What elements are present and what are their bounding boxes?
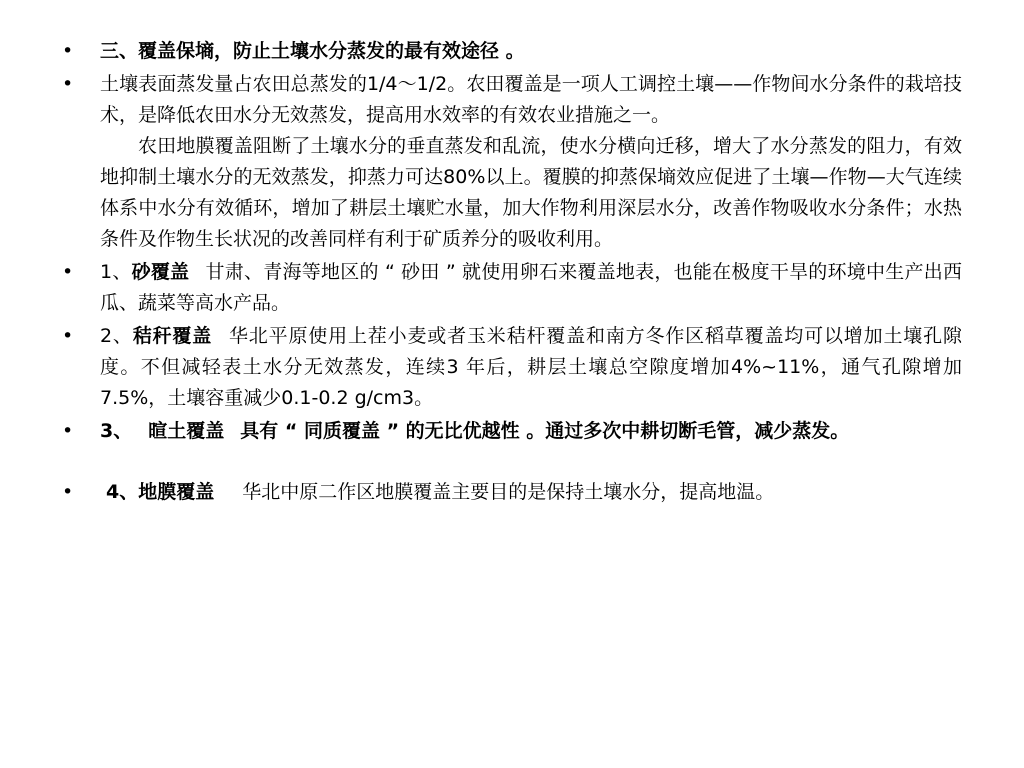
bullet-list (62, 36, 962, 510)
item-body: 具有 “ 同质覆盖 ” 的无比优越性 。通过多次中耕切断毛管，减少蒸发。 (240, 420, 850, 442)
bullet-dot: • (62, 481, 74, 503)
list-item-text (100, 257, 962, 319)
bullet-dot: • (62, 73, 74, 95)
list-item (62, 416, 962, 447)
item-heading: 砂覆盖 (131, 261, 190, 283)
list-item (62, 477, 962, 508)
list-item (62, 69, 962, 255)
list-item (62, 36, 962, 67)
list-item-text (100, 416, 962, 447)
item-heading: 地膜覆盖 (138, 481, 215, 503)
list-item-text (100, 321, 962, 414)
bullet-dot: • (62, 420, 74, 442)
item-prefix: 1、 (100, 261, 132, 283)
item-body: 华北平原使用上茬小麦或者玉米秸杆覆盖和南方冬作区稻草覆盖均可以增加土壤孔隙度。不但减轻表土水分无效蒸发，连续3 年后，耕层土壤总空隙度增加4%~11%，通气孔隙增加7.5%，土壤容重减少0.1-0.2 g/cm3。 (100, 325, 962, 409)
list-item (62, 257, 962, 319)
item-prefix: 2、 (100, 325, 133, 347)
bullet-dot: • (62, 40, 74, 62)
list-item (62, 321, 962, 414)
paragraph-text: 土壤表面蒸发量占农田总蒸发的1/4～1/2。农田覆盖是一项人工调控土壤——作物间水分条件的栽培技术，是降低农田水分无效蒸发，提高用水效率的有效农业措施之一。 (100, 73, 962, 126)
bullet-dot: • (62, 261, 74, 283)
list-item-text (100, 477, 962, 508)
item-body: 华北中原二作区地膜覆盖主要目的是保持土壤水分，提高地温。 (242, 481, 775, 503)
section-heading: 三、覆盖保墒，防止土壤水分蒸发的最有效途径 。 (100, 40, 525, 62)
item-body: 甘肃、青海等地区的 “ 砂田 ” 就使用卵石来覆盖地表，也能在极度干旱的环境中生产出西瓜、蔬菜等高水产品。 (100, 261, 962, 314)
item-heading: 秸秆覆盖 (132, 325, 213, 347)
item-prefix: 3、 (100, 420, 133, 442)
bullet-dot: • (62, 325, 74, 347)
paragraph-text: 农田地膜覆盖阻断了土壤水分的垂直蒸发和乱流，使水分横向迁移，增大了水分蒸发的阻力，有效地抑制土壤水分的无效蒸发，抑蒸力可达80%以上。覆膜的抑蒸保墒效应促进了土壤—作物—大气连续体系中水分有效循环，增加了耕层土壤贮水量，加大作物利用深层水分，改善作物吸收水分条件；水热条件及作物生长状况的改善同样有利于矿质养分的吸收利用。 (100, 135, 962, 250)
item-heading: 暄土覆盖 (148, 420, 225, 442)
item-prefix: 4、 (106, 481, 139, 503)
